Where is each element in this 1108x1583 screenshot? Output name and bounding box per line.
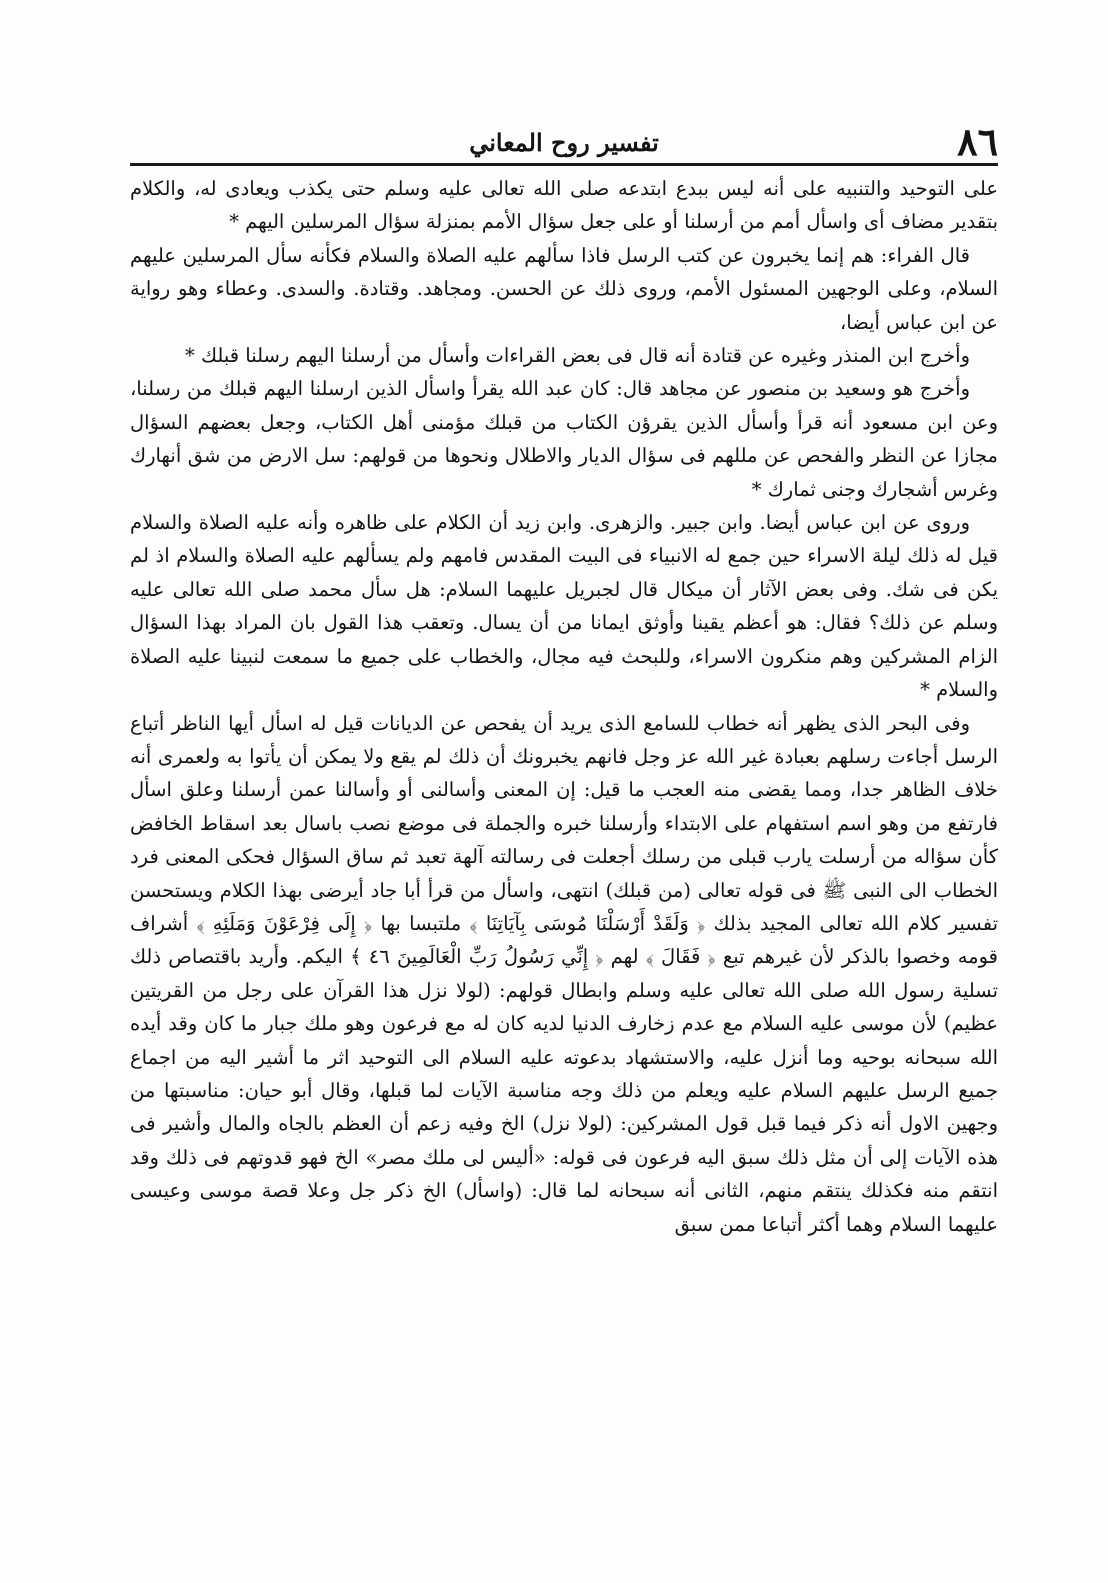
page-number: ٨٦ — [957, 119, 998, 164]
paragraph: وأخرج هو وسعيد بن منصور عن مجاهد قال: كان عبد الله يقرأ واسأل الذين ارسلنا اليهم قبلك من رسلنا، وعن ابن مسعود أنه قرأ وأسأل الذين يقرؤن الكتاب من قبلك مؤمنى أهل الكتاب، وجعل بعضهم السؤال مجازا عن النظر والفحص عن مللهم فى سؤال الديار والاطلال ونحوها من قولهم: سل الارض من شق أنهارك وغرس أشجارك وجنى ثمارك * — [130, 377, 998, 501]
paragraph: وروى عن ابن عباس أيضا. وابن جبير. والزهرى. وابن زيد أن الكلام على ظاهره وأنه عليه الصلاة والسلام قيل له ذلك ليلة الاسراء حين جمع له الانبياء فى البيت المقدس فامهم ولم يسألهم عليه الصلاة والسلام اذ لم يكن فى شك. وفى بعض الآثار أن ميكال قال لجبريل عليهما السلام: هل سأل محمد صلى الله تعالى عليه وسلم عن ذلك؟ فقال: هو أعظم يقينا وأوثق ايمانا من أن يسال. وتعقب هذا القول بان المراد بهذا السؤال الزام المشركين وهم منكرون الاسراء، وللبحث فيه مجال، والخطاب على جميع ما سمعت لنبينا عليه الصلاة والسلام * — [130, 511, 998, 702]
paragraph: وفى البحر الذى يظهر أنه خطاب للسامع الذى يريد أن يفحص عن الديانات قيل له اسأل أيها الناظر أتباع الرسل أجاءت رسلهم بعبادة غير الله عز وجل فانهم يخبرونك أن ذلك لم يقع ولا يمكن أن يأتوا به ولعمرى أنه خلاف الظاهر جدا، ومما يقضى منه العجب ما قيل: إن المعنى وأسالنى أو وأسالنا عمن أرسلنا وعلق اسأل فارتفع من وهو اسم استفهام على الابتداء وأرسلنا خبره والجملة فى موضع نصب باسال بعد اسقاط الخافض كأن سؤاله من أرسلت يارب قبلى من رسلك أجعلت فى رسالته آلهة تعبد ثم ساق السؤال فحكى المعنى فرد الخطاب الى النبى ﷺ فى قوله تعالى (من قبلك) انتهى، واسأل من قرأ أبا جاد أيرضى بهذا الكلام ويستحسن تفسير كلام الله تعالى المجيد بذلك ﴿ وَلَقَدْ أَرْسَلْنَا مُوسَى بِآيَاتِنَا ﴾ ملتبسا بها ﴿ إِلَى فِرْعَوْنَ وَمَلَئِهِ ﴾ أشراف قومه وخصوا بالذكر لأن غيرهم تبع ﴿ فَقَالَ ﴾ لهم ﴿ إِنِّي رَسُولُ رَبِّ الْعَالَمِينَ ٤٦ ﴾ اليكم. وأريد باقتصاص ذلك تسلية رسول الله صلى الله تعالى عليه وسلم وابطال قولهم: (لولا نزل هذا القرآن على رجل من القريتين عظيم) لأن موسى عليه السلام مع عدم زخارف الدنيا لديه كان له مع فرعون وهو ملك جبار ما كان وقد أيده الله سبحانه بوحيه وما أنزل عليه، والاستشهاد بدعوته عليه السلام الى التوحيد اثر ما أشير اليه من اجماع جميع الرسل عليهم السلام عليه ويعلم من ذلك وجه مناسبة الآيات لما قبلها، وقال أبو حيان: مناسبتها من وجهين الاول أنه ذكر فيما قبل قول المشركين: (لولا نزل) الخ وفيه زعم أن العظم بالجاه والمال وأشير فى هذه الآيات إلى أن مثل ذلك سبق اليه فرعون فى قوله: «أليس لى ملك مصر» الخ فهو قدوتهم فى ذلك وقد انتقم منه فكذلك ينتقم منهم، الثانى أنه سبحانه لما قال: (واسأل) الخ ذكر جل وعلا قصة موسى وعيسى عليهما السلام وهما أكثر أتباعا ممن سبق — [130, 711, 998, 1236]
page-header — [130, 120, 998, 166]
running-title: تفسير روح المعاني — [469, 128, 659, 157]
paragraph: قال الفراء: هم إنما يخبرون عن كتب الرسل فاذا سألهم عليه الصلاة والسلام فكأنه سأل المرسلين عليهم السلام، وعلى الوجهين المسئول الأمم، وروى ذلك عن الحسن. ومجاهد. وقتادة. والسدى. وعطاء وهو رواية عن ابن عباس أيضا، — [130, 243, 998, 334]
paragraph: على التوحيد والتنبيه على أنه ليس ببدع ابتدعه صلى الله تعالى عليه وسلم حتى يكذب ويعادى له، والكلام بتقدير مضاف أى واسأل أمم من أرسلنا أو على جعل سؤال الأمم بمنزلة سؤال المرسلين اليهم * — [130, 177, 998, 234]
paragraph: وأخرج ابن المنذر وغيره عن قتادة أنه قال فى بعض القراءات وأسأل من أرسلنا اليهم رسلنا قبلك * — [185, 344, 970, 368]
header-rule — [130, 163, 998, 166]
body-text — [130, 172, 998, 1241]
